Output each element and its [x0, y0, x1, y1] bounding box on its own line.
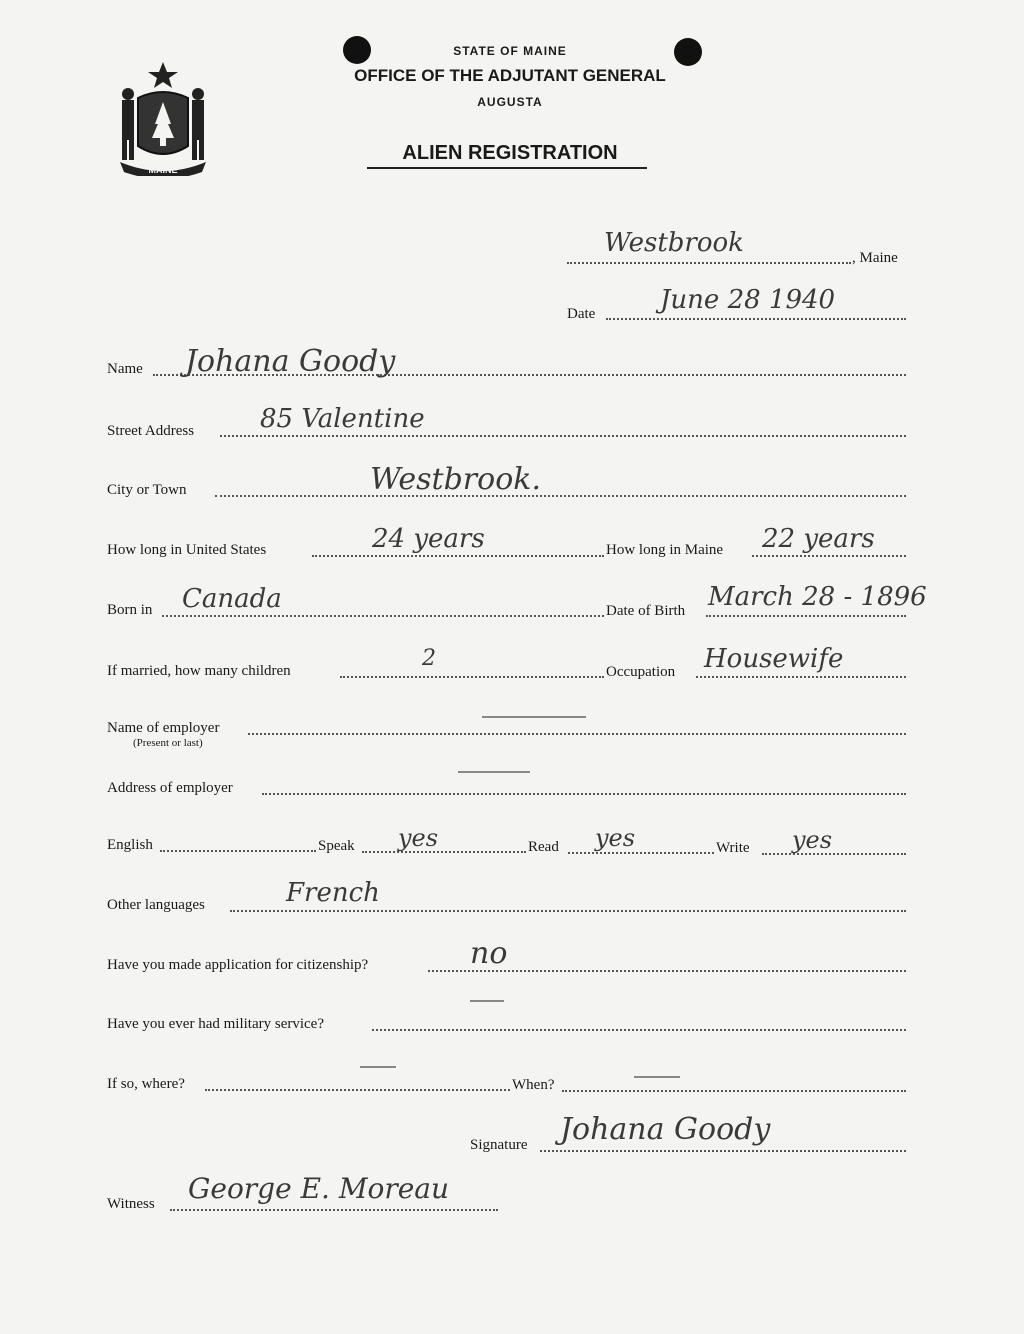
title-underline [367, 167, 647, 169]
read-line [568, 852, 714, 854]
seal-text: MAINE [148, 165, 178, 175]
header-state: STATE OF MAINE [453, 44, 567, 58]
form-title: ALIEN REGISTRATION [402, 142, 618, 164]
when-blank-mark [634, 1076, 680, 1078]
military-line [372, 1029, 906, 1031]
signature-line [540, 1150, 906, 1152]
read-label: Read [528, 839, 559, 855]
street-line [220, 435, 906, 437]
location-line [567, 262, 851, 264]
employer-line [248, 733, 906, 735]
children-line [340, 676, 604, 678]
street-value: 85 Valentine [260, 404, 425, 434]
english-label: English [107, 837, 153, 853]
maine-line [752, 555, 906, 557]
location-value: Westbrook [604, 228, 744, 258]
other-languages-label: Other languages [107, 897, 205, 913]
date-line [606, 318, 906, 320]
dob-line [706, 615, 906, 617]
employer-address-label: Address of employer [107, 780, 233, 796]
witness-label: Witness [107, 1196, 155, 1212]
us-line [312, 555, 604, 557]
where-blank-mark [360, 1066, 396, 1068]
write-label: Write [716, 840, 750, 856]
header-office: OFFICE OF THE ADJUTANT GENERAL [354, 66, 666, 85]
employer-blank-mark [482, 716, 586, 718]
write-line [762, 853, 906, 855]
occupation-label: Occupation [606, 664, 676, 680]
speak-label: Speak [318, 838, 355, 854]
read-value: yes [595, 824, 636, 852]
date-value: June 28 1940 [660, 285, 836, 315]
english-line [160, 850, 316, 852]
punch-hole-left [343, 36, 371, 64]
punch-hole-right [674, 38, 702, 66]
when-label: When? [512, 1077, 555, 1093]
signature-value: Johana Goody [560, 1112, 771, 1147]
when-line [562, 1090, 906, 1092]
maine-state-seal [110, 58, 216, 176]
other-languages-value: French [286, 878, 380, 908]
occupation-line [696, 676, 906, 678]
citizenship-value: no [470, 936, 508, 971]
location-suffix: , Maine [852, 250, 898, 266]
children-label: If married, how many children [107, 663, 291, 679]
witness-line [170, 1209, 498, 1211]
us-label: How long in United States [107, 542, 267, 558]
city-label: City or Town [107, 482, 187, 498]
witness-value: George E. Moreau [188, 1172, 450, 1205]
name-value: Johana Goody [185, 344, 396, 379]
header-city: AUGUSTA [477, 95, 543, 109]
write-value: yes [792, 826, 833, 854]
maine-value: 22 years [762, 524, 875, 554]
us-value: 24 years [372, 524, 485, 554]
dob-label: Date of Birth [606, 603, 686, 619]
name-label: Name [107, 361, 143, 377]
citizenship-label: Have you made application for citizenship? [107, 957, 369, 973]
born-value: Canada [182, 584, 282, 614]
city-line [215, 495, 906, 497]
employer-address-blank-mark [458, 771, 530, 773]
where-line [205, 1089, 510, 1091]
employer-address-line [262, 793, 906, 795]
speak-value: yes [398, 824, 439, 852]
occupation-value: Housewife [704, 644, 844, 674]
employer-label: Name of employer [107, 720, 220, 736]
street-label: Street Address [107, 423, 195, 439]
dob-value: March 28 - 1896 [708, 582, 927, 612]
maine-label: How long in Maine [606, 542, 724, 558]
city-value: Westbrook. [370, 462, 541, 497]
military-blank-mark [470, 1000, 504, 1002]
date-label: Date [567, 306, 596, 322]
born-line [162, 615, 604, 617]
signature-label: Signature [470, 1137, 528, 1153]
military-label: Have you ever had military service? [107, 1016, 324, 1032]
other-languages-line [230, 910, 906, 912]
speak-line [362, 851, 526, 853]
born-label: Born in [107, 602, 153, 618]
employer-sub: (Present or last) [133, 737, 203, 749]
children-value: 2 [422, 646, 436, 671]
where-label: If so, where? [107, 1076, 185, 1092]
